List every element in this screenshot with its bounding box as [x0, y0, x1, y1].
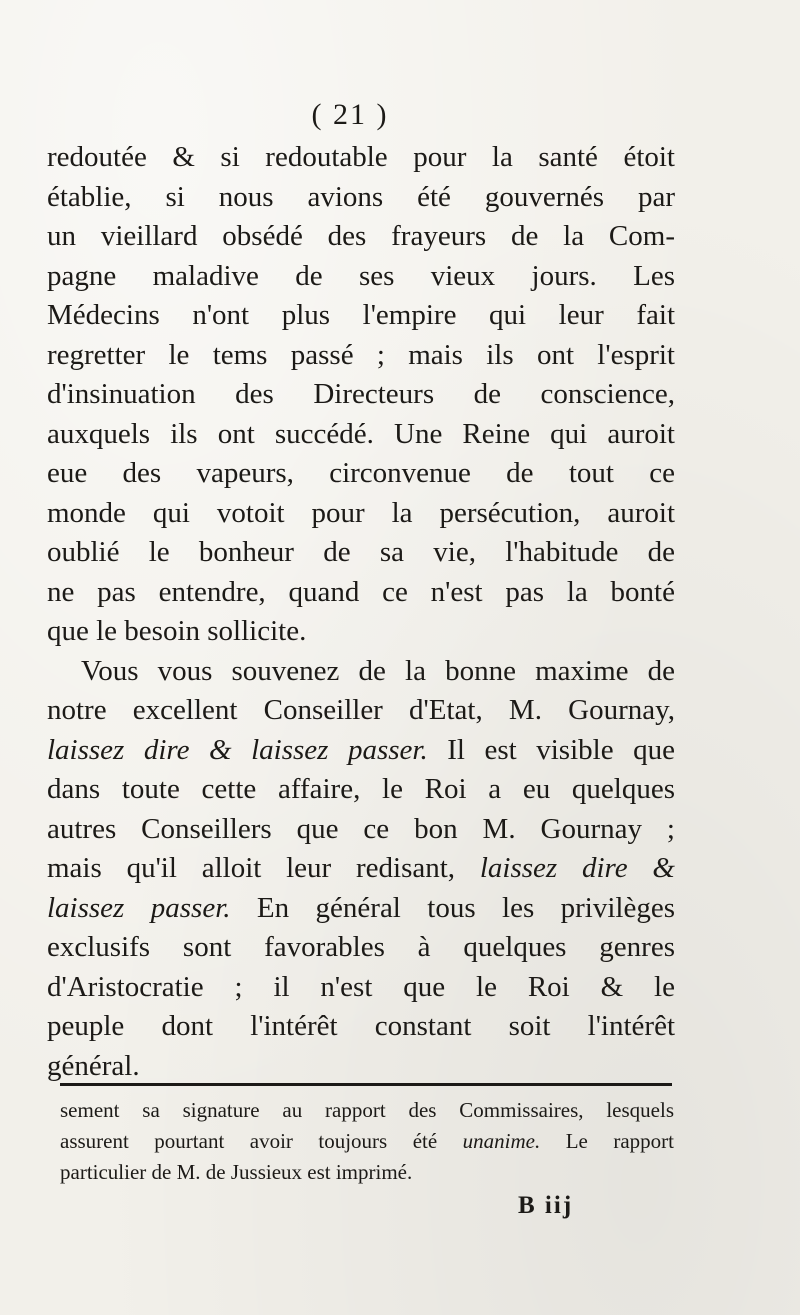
text-line: autres Conseillers que ce bon M. Gournay ; — [47, 812, 675, 845]
italic-text: unanime. — [462, 1129, 541, 1153]
text-segment: En général tous les privilèges — [230, 891, 675, 924]
text-line — [47, 889, 675, 929]
text-line: peuple dont l'intérêt constant soit l'intérêt — [47, 1010, 675, 1042]
footnote-line — [60, 1126, 674, 1157]
footnote — [60, 1095, 674, 1188]
italic-text: laissez dire & laissez passer. — [47, 733, 428, 766]
signature-mark: B iij — [518, 1192, 574, 1219]
text-line: pagne maladive de ses vieux jours. Les — [47, 259, 675, 292]
footnote-rule — [60, 1083, 672, 1086]
text-line: un vieillard obsédé des frayeurs de la Com- — [47, 220, 675, 252]
text-line: auxquels ils ont succédé. Une Reine qui auroit — [47, 417, 675, 450]
text-line: eue des vapeurs, circonvenue de tout ce — [47, 457, 675, 489]
text-line: établie, si nous avions été gouvernés par — [47, 180, 675, 213]
text-line: regretter le tems passé ; mais ils ont l'esprit — [47, 338, 675, 371]
footnote-line: sement sa signature au rapport des Commissaires, lesquels — [60, 1098, 674, 1122]
body-text — [47, 138, 675, 1086]
text-segment: mais qu'il alloit leur redisant, — [47, 852, 480, 884]
italic-text: laissez passer. — [47, 891, 231, 924]
text-line: d'Aristocratie ; il n'est que le Roi & le — [47, 970, 675, 1003]
text-line — [47, 731, 675, 771]
text-line: général. — [47, 1049, 140, 1082]
text-line: ne pas entendre, quand ce n'est pas la bonté — [47, 575, 675, 608]
text-line: redoutée & si redoutable pour la santé étoit — [47, 141, 675, 173]
page-number: ( 21 ) — [311, 98, 389, 131]
text-line: que le besoin sollicite. — [47, 615, 307, 647]
text-line: Vous vous souvenez de la bonne maxime de — [81, 654, 675, 687]
text-line — [47, 849, 675, 889]
italic-text: laissez dire & — [479, 852, 675, 884]
text-line: dans toute cette affaire, le Roi a eu quelques — [47, 773, 675, 805]
text-line: d'insinuation des Directeurs de conscience, — [47, 378, 675, 410]
text-line: monde qui votoit pour la persécution, auroit — [47, 496, 675, 529]
text-segment: Le rapport — [540, 1129, 674, 1153]
text-line: Médecins n'ont plus l'empire qui leur fait — [47, 299, 675, 331]
text-segment: Il est visible que — [427, 733, 675, 766]
text-segment: assurent pourtant avoir toujours été — [60, 1129, 463, 1153]
text-line: oublié le bonheur de sa vie, l'habitude de — [47, 536, 675, 568]
footnote-line: particulier de M. de Jussieux est imprimé. — [60, 1160, 413, 1184]
text-line: exclusifs sont favorables à quelques genres — [47, 931, 675, 963]
text-line: notre excellent Conseiller d'Etat, M. Gournay, — [47, 694, 675, 726]
